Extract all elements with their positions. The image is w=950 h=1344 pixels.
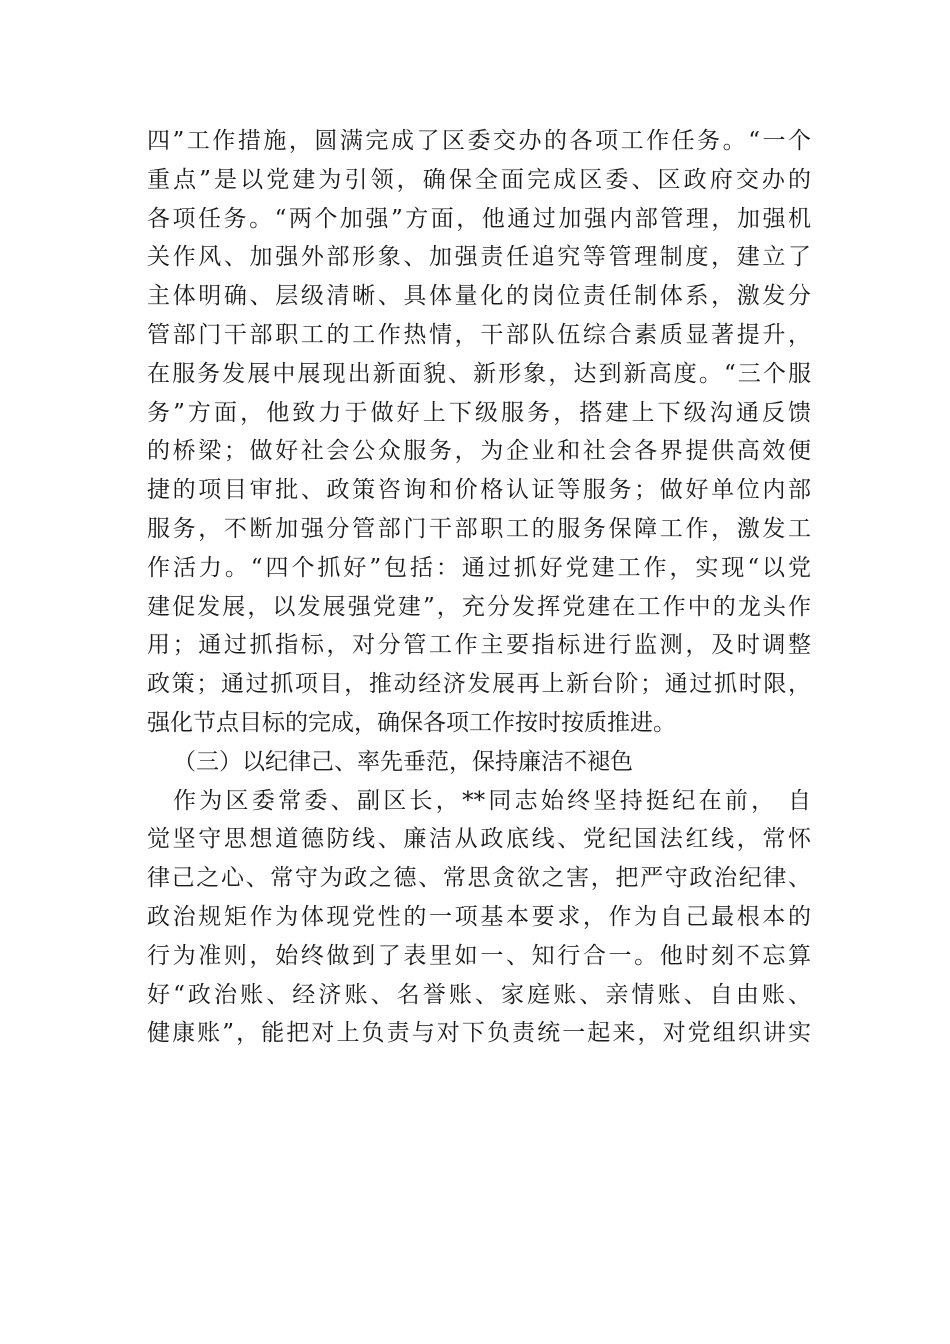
document-body [147,122,811,1053]
body-line: 健康账”，能把对上负责与对下负责统一起来，对党组织讲实 [147,1020,811,1047]
body-line: 行为准则，始终做到了表里如一、知行合一。他时刻不忘算 [147,942,811,969]
body-line: 关作风、加强外部形象、加强责任追究等管理制度，建立了 [147,244,811,271]
paragraph-first-line: 作为区委常委、副区长，**同志始终坚持挺纪在前， 自 [173,787,811,814]
body-line: 觉坚守思想道德防线、廉洁从政底线、党纪国法红线，常怀 [147,826,811,853]
body-line: 的桥梁；做好社会公众服务，为企业和社会各界提供高效便 [147,438,811,465]
body-line: 好“政治账、经济账、名誉账、家庭账、亲情账、自由账、 [147,981,811,1008]
body-line: 务”方面，他致力于做好上下级服务，搭建上下级沟通反馈 [147,399,811,426]
body-line: 政治规矩作为体现党性的一项基本要求，作为自己最根本的 [147,903,811,930]
body-line: 用；通过抓指标，对分管工作主要指标进行监测，及时调整 [147,632,811,659]
body-line: 各项任务。“两个加强”方面，他通过加强内部管理，加强机 [147,205,811,232]
body-line: 律己之心、常守为政之德、常思贪欲之害，把严守政治纪律、 [147,865,811,892]
body-line: 捷的项目审批、政策咨询和价格认证等服务；做好单位内部 [147,477,811,504]
body-line: 作活力。“四个抓好”包括：通过抓好党建工作，实现“以党 [147,554,811,581]
body-line: 管部门干部职工的工作热情，干部队伍综合素质显著提升， [147,321,811,348]
body-line: 服务，不断加强分管部门干部职工的服务保障工作，激发工 [147,515,811,542]
body-line: 政策；通过抓项目，推动经济发展再上新台阶；通过抓时限， [147,671,811,698]
body-line: 在服务发展中展现出新面貌、新形象，达到新高度。“三个服 [147,360,811,387]
body-line: 强化节点目标的完成，确保各项工作按时按质推进。 [147,709,676,736]
body-line: 四”工作措施，圆满完成了区委交办的各项工作任务。“一个 [147,128,811,154]
body-line: 重点”是以党建为引领，确保全面完成区委、区政府交办的 [147,166,811,193]
body-line: 主体明确、层级清晰、具体量化的岗位责任制体系，激发分 [147,283,811,310]
section-heading: （三）以纪律己、率先垂范，保持廉洁不褪色 [173,748,633,775]
body-line: 建促发展，以发展强党建”，充分发挥党建在工作中的龙头作 [147,593,811,620]
